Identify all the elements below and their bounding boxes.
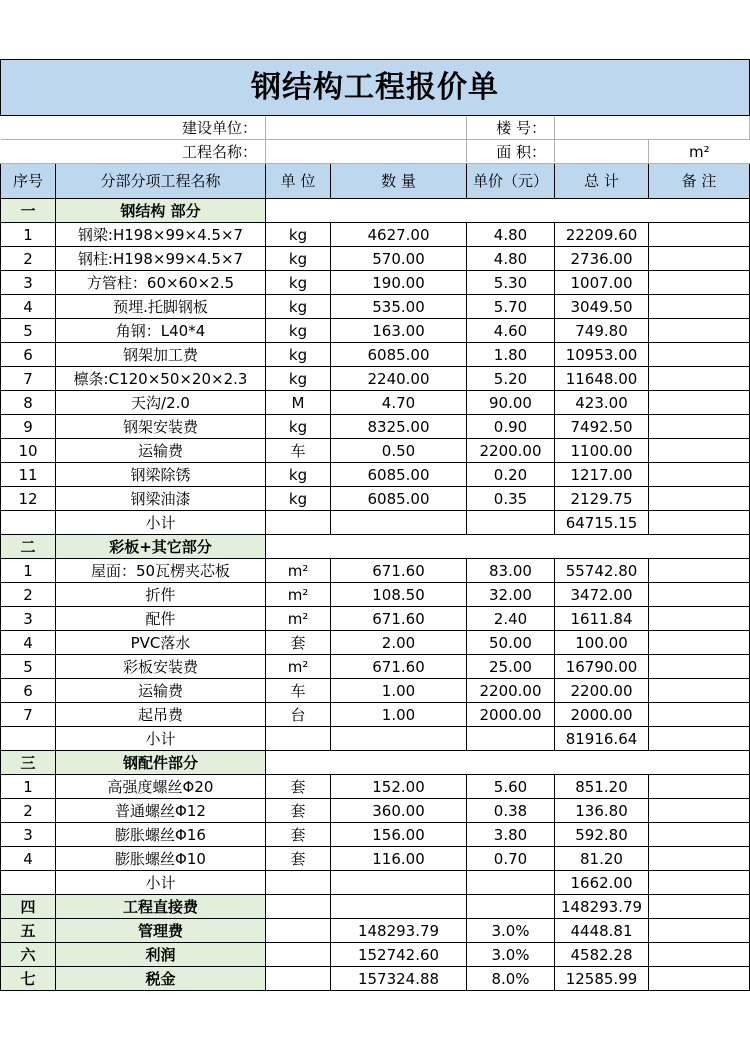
info-row-1 [1,116,750,140]
remark-cell[interactable] [649,607,750,631]
quantity-cell[interactable]: 671.60 [331,559,467,583]
total-cell[interactable]: 16790.00 [555,655,649,679]
seq-header[interactable]: 序号 [1,164,56,199]
item-name-header[interactable]: 分部分项工程名称 [56,164,266,199]
total-cell[interactable]: 136.80 [555,799,649,823]
section-row [1,535,750,559]
item-name-cell[interactable]: 普通螺丝Φ12 [56,799,266,823]
item-name-cell[interactable]: 钢架加工费 [56,343,266,367]
unit-price-cell[interactable]: 50.00 [467,631,555,655]
item-name-cell[interactable]: 小计 [56,871,266,895]
item-name-cell[interactable]: 工程直接费 [56,895,266,919]
table-row [1,655,750,679]
seq-cell[interactable]: 7 [1,367,56,391]
summary-row [1,919,750,943]
remark-cell[interactable] [649,943,750,967]
remark-cell[interactable] [649,511,750,535]
unit-price-cell[interactable]: 4.60 [467,319,555,343]
unit-price-cell[interactable] [467,871,555,895]
unit-cell[interactable]: kg [266,463,331,487]
total-cell[interactable]: 1611.84 [555,607,649,631]
unit-price-cell[interactable]: 0.38 [467,799,555,823]
unit-price-cell[interactable]: 3.80 [467,823,555,847]
section-blank[interactable] [266,535,750,559]
table-row [1,463,750,487]
quantity-cell[interactable] [331,727,467,751]
remark-cell[interactable] [649,415,750,439]
unit-price-cell[interactable]: 32.00 [467,583,555,607]
remark-cell[interactable] [649,775,750,799]
unit-cell[interactable]: M [266,391,331,415]
item-name-cell[interactable]: 运输费 [56,679,266,703]
table-row [1,631,750,655]
remark-cell[interactable] [649,823,750,847]
item-name-cell[interactable]: 膨胀螺丝Φ10 [56,847,266,871]
quantity-cell[interactable]: 6085.00 [331,487,467,511]
seq-cell[interactable]: 四 [1,895,56,919]
seq-cell[interactable]: 3 [1,271,56,295]
unit-cell[interactable] [266,967,331,991]
item-name-cell[interactable]: 小计 [56,727,266,751]
table-row [1,487,750,511]
seq-cell[interactable]: 4 [1,631,56,655]
unit-cell[interactable]: 套 [266,775,331,799]
project-name-label: 工程名称： [1,140,266,164]
remark-cell[interactable] [649,799,750,823]
area-label: 面 积： [467,140,555,164]
quantity-cell[interactable]: 0.50 [331,439,467,463]
quantity-cell[interactable]: 2.00 [331,631,467,655]
remark-cell[interactable] [649,391,750,415]
item-name-cell[interactable]: 钢梁除锈 [56,463,266,487]
total-cell[interactable]: 1100.00 [555,439,649,463]
seq-cell[interactable]: 5 [1,319,56,343]
table-body [1,60,750,991]
total-cell[interactable]: 4448.81 [555,919,649,943]
quantity-cell[interactable]: 6085.00 [331,343,467,367]
item-name-cell[interactable]: 运输费 [56,439,266,463]
unit-cell[interactable]: 套 [266,799,331,823]
total-cell[interactable]: 3049.50 [555,295,649,319]
table-row [1,223,750,247]
total-cell[interactable]: 3472.00 [555,583,649,607]
seq-cell[interactable]: 2 [1,799,56,823]
remark-cell[interactable] [649,583,750,607]
summary-row [1,895,750,919]
seq-cell[interactable]: 3 [1,823,56,847]
total-cell[interactable]: 7492.50 [555,415,649,439]
table-row [1,679,750,703]
remark-cell[interactable] [649,967,750,991]
total-cell[interactable]: 2736.00 [555,247,649,271]
total-cell[interactable]: 10953.00 [555,343,649,367]
total-cell[interactable]: 1662.00 [555,871,649,895]
unit-price-cell[interactable]: 0.90 [467,415,555,439]
section-blank[interactable] [266,199,750,223]
quantity-cell[interactable]: 1.00 [331,703,467,727]
unit-price-cell[interactable]: 1.80 [467,343,555,367]
unit-cell[interactable] [266,727,331,751]
seq-cell[interactable]: 3 [1,607,56,631]
quantity-cell[interactable]: 156.00 [331,823,467,847]
seq-cell[interactable] [1,727,56,751]
item-name-cell[interactable]: 小计 [56,511,266,535]
total-cell[interactable]: 2000.00 [555,703,649,727]
table-row [1,295,750,319]
unit-price-cell[interactable]: 2000.00 [467,703,555,727]
unit-cell[interactable] [266,895,331,919]
subtotal-row [1,871,750,895]
item-name-cell[interactable]: 钢梁油漆 [56,487,266,511]
table-row [1,343,750,367]
table-row [1,271,750,295]
table-row [1,703,750,727]
quantity-cell[interactable]: 570.00 [331,247,467,271]
item-name-cell[interactable]: 预埋.托脚钢板 [56,295,266,319]
section-number[interactable]: 二 [1,535,56,559]
item-name-cell[interactable]: 高强度螺丝Φ20 [56,775,266,799]
item-name-cell[interactable]: 管理费 [56,919,266,943]
quantity-cell[interactable]: 108.50 [331,583,467,607]
item-name-cell[interactable]: 屋面：50瓦楞夹芯板 [56,559,266,583]
item-name-cell[interactable]: 钢柱:H198×99×4.5×7 [56,247,266,271]
quantity-cell[interactable]: 671.60 [331,655,467,679]
table-row [1,247,750,271]
unit-price-cell[interactable]: 8.0% [467,967,555,991]
total-cell[interactable]: 148293.79 [555,895,649,919]
remark-cell[interactable] [649,919,750,943]
unit-price-cell[interactable]: 5.60 [467,775,555,799]
unit-cell[interactable]: m² [266,607,331,631]
section-title[interactable]: 钢配件部分 [56,751,266,775]
quantity-cell[interactable]: 152742.60 [331,943,467,967]
total-cell[interactable]: 4582.28 [555,943,649,967]
unit-price-cell[interactable]: 4.80 [467,223,555,247]
total-cell[interactable]: 64715.15 [555,511,649,535]
seq-cell[interactable] [1,511,56,535]
remark-cell[interactable] [649,631,750,655]
unit-price-cell[interactable]: 0.20 [467,463,555,487]
remark-cell[interactable] [649,247,750,271]
seq-cell[interactable]: 10 [1,439,56,463]
remark-cell[interactable] [649,343,750,367]
unit-price-cell[interactable]: 5.20 [467,367,555,391]
item-name-cell[interactable]: 檩条:C120×50×20×2.3 [56,367,266,391]
item-name-cell[interactable]: 钢梁:H198×99×4.5×7 [56,223,266,247]
unit-cell[interactable] [266,511,331,535]
remark-cell[interactable] [649,223,750,247]
quantity-cell[interactable]: 6085.00 [331,463,467,487]
seq-cell[interactable]: 9 [1,415,56,439]
build-unit-value[interactable] [266,116,467,140]
quantity-cell[interactable]: 148293.79 [331,919,467,943]
info-row-2 [1,140,750,164]
unit-price-cell[interactable]: 3.0% [467,943,555,967]
item-name-cell[interactable]: 税金 [56,967,266,991]
total-cell[interactable]: 22209.60 [555,223,649,247]
unit-cell[interactable]: kg [266,319,331,343]
unit-cell[interactable]: kg [266,295,331,319]
total-cell[interactable]: 81916.64 [555,727,649,751]
seq-cell[interactable]: 五 [1,919,56,943]
table-row [1,775,750,799]
total-cell[interactable]: 592.80 [555,823,649,847]
item-name-cell[interactable]: PVC落水 [56,631,266,655]
unit-cell[interactable]: 车 [266,679,331,703]
subtotal-row [1,727,750,751]
total-header[interactable]: 总 计 [555,164,649,199]
quantity-cell[interactable] [331,511,467,535]
unit-cell[interactable]: kg [266,367,331,391]
quantity-cell[interactable]: 2240.00 [331,367,467,391]
seq-cell[interactable]: 11 [1,463,56,487]
total-cell[interactable]: 11648.00 [555,367,649,391]
quotation-table [0,59,750,991]
quantity-header[interactable]: 数 量 [331,164,467,199]
item-name-cell[interactable]: 折件 [56,583,266,607]
remark-cell[interactable] [649,463,750,487]
section-row [1,199,750,223]
seq-cell[interactable]: 7 [1,703,56,727]
quantity-cell[interactable]: 163.00 [331,319,467,343]
quantity-cell[interactable]: 1.00 [331,679,467,703]
remark-cell[interactable] [649,655,750,679]
remark-cell[interactable] [649,487,750,511]
remark-cell[interactable] [649,439,750,463]
unit-cell[interactable] [266,943,331,967]
unit-cell[interactable]: m² [266,583,331,607]
seq-cell[interactable]: 5 [1,655,56,679]
item-name-cell[interactable]: 膨胀螺丝Φ16 [56,823,266,847]
remark-cell[interactable] [649,847,750,871]
section-number[interactable]: 一 [1,199,56,223]
unit-price-cell[interactable]: 4.80 [467,247,555,271]
title-row [1,60,750,116]
remark-cell[interactable] [649,559,750,583]
unit-price-cell[interactable]: 25.00 [467,655,555,679]
project-name-value[interactable] [266,140,467,164]
unit-price-cell[interactable] [467,727,555,751]
remark-header[interactable]: 备 注 [649,164,750,199]
unit-cell[interactable]: 套 [266,847,331,871]
table-row [1,607,750,631]
column-header-row [1,164,750,199]
quantity-cell[interactable]: 190.00 [331,271,467,295]
section-title[interactable]: 彩板+其它部分 [56,535,266,559]
remark-cell[interactable] [649,271,750,295]
seq-cell[interactable]: 2 [1,583,56,607]
section-number[interactable]: 三 [1,751,56,775]
table-row [1,799,750,823]
unit-price-cell[interactable]: 2200.00 [467,679,555,703]
table-row [1,439,750,463]
remark-cell[interactable] [649,295,750,319]
unit-cell[interactable]: 套 [266,631,331,655]
total-cell[interactable]: 55742.80 [555,559,649,583]
unit-price-cell[interactable]: 2.40 [467,607,555,631]
quantity-cell[interactable]: 535.00 [331,295,467,319]
quantity-cell[interactable] [331,895,467,919]
section-blank[interactable] [266,751,750,775]
seq-cell[interactable]: 六 [1,943,56,967]
unit-cell[interactable]: 套 [266,823,331,847]
seq-cell[interactable]: 1 [1,559,56,583]
unit-price-cell[interactable] [467,511,555,535]
total-cell[interactable]: 81.20 [555,847,649,871]
remark-cell[interactable] [649,871,750,895]
unit-cell[interactable]: 车 [266,439,331,463]
seq-cell[interactable]: 七 [1,967,56,991]
table-row [1,847,750,871]
remark-cell[interactable] [649,703,750,727]
floor-no-value[interactable] [555,116,750,140]
unit-cell[interactable]: 台 [266,703,331,727]
item-name-cell[interactable]: 彩板安装费 [56,655,266,679]
unit-price-cell[interactable]: 90.00 [467,391,555,415]
unit-cell[interactable]: m² [266,655,331,679]
unit-price-cell[interactable]: 0.35 [467,487,555,511]
quantity-cell[interactable]: 360.00 [331,799,467,823]
total-cell[interactable]: 851.20 [555,775,649,799]
seq-cell[interactable]: 8 [1,391,56,415]
remark-cell[interactable] [649,679,750,703]
table-row [1,415,750,439]
total-cell[interactable]: 2200.00 [555,679,649,703]
quantity-cell[interactable] [331,871,467,895]
unit-price-header[interactable]: 单价（元） [467,164,555,199]
seq-cell[interactable]: 6 [1,679,56,703]
unit-cell[interactable]: kg [266,415,331,439]
unit-cell[interactable]: kg [266,247,331,271]
quantity-cell[interactable]: 4.70 [331,391,467,415]
quantity-cell[interactable]: 4627.00 [331,223,467,247]
table-row [1,367,750,391]
seq-cell[interactable]: 1 [1,223,56,247]
unit-price-cell[interactable]: 0.70 [467,847,555,871]
unit-header[interactable]: 单 位 [266,164,331,199]
unit-price-cell[interactable]: 2200.00 [467,439,555,463]
unit-cell[interactable] [266,871,331,895]
item-name-cell[interactable]: 钢架安装费 [56,415,266,439]
area-unit: m² [649,140,750,164]
seq-cell[interactable]: 2 [1,247,56,271]
quantity-cell[interactable]: 157324.88 [331,967,467,991]
total-cell[interactable]: 749.80 [555,319,649,343]
section-row [1,751,750,775]
unit-price-cell[interactable]: 5.30 [467,271,555,295]
unit-price-cell[interactable] [467,895,555,919]
table-row [1,391,750,415]
quantity-cell[interactable]: 8325.00 [331,415,467,439]
seq-cell[interactable]: 12 [1,487,56,511]
seq-cell[interactable]: 4 [1,295,56,319]
total-cell[interactable]: 423.00 [555,391,649,415]
unit-cell[interactable]: kg [266,487,331,511]
total-cell[interactable]: 1217.00 [555,463,649,487]
seq-cell[interactable] [1,871,56,895]
seq-cell[interactable]: 6 [1,343,56,367]
floor-no-label: 楼 号： [467,116,555,140]
remark-cell[interactable] [649,727,750,751]
area-value[interactable] [555,140,649,164]
table-row [1,559,750,583]
item-name-cell[interactable]: 利润 [56,943,266,967]
seq-cell[interactable]: 1 [1,775,56,799]
summary-row [1,943,750,967]
table-row [1,823,750,847]
total-cell[interactable]: 2129.75 [555,487,649,511]
item-name-cell[interactable]: 起吊费 [56,703,266,727]
table-row [1,583,750,607]
seq-cell[interactable]: 4 [1,847,56,871]
item-name-cell[interactable]: 配件 [56,607,266,631]
section-title[interactable]: 钢结构 部分 [56,199,266,223]
unit-price-cell[interactable]: 5.70 [467,295,555,319]
subtotal-row [1,511,750,535]
item-name-cell[interactable]: 方管柱：60×60×2.5 [56,271,266,295]
sheet-title[interactable]: 钢结构工程报价单 [1,60,750,116]
item-name-cell[interactable]: 天沟/2.0 [56,391,266,415]
unit-cell[interactable]: kg [266,343,331,367]
remark-cell[interactable] [649,895,750,919]
summary-row [1,967,750,991]
total-cell[interactable]: 100.00 [555,631,649,655]
total-cell[interactable]: 1007.00 [555,271,649,295]
total-cell[interactable]: 12585.99 [555,967,649,991]
remark-cell[interactable] [649,319,750,343]
unit-cell[interactable]: m² [266,559,331,583]
quantity-cell[interactable]: 116.00 [331,847,467,871]
unit-cell[interactable] [266,919,331,943]
remark-cell[interactable] [649,367,750,391]
unit-cell[interactable]: kg [266,271,331,295]
item-name-cell[interactable]: 角钢：L40*4 [56,319,266,343]
quantity-cell[interactable]: 152.00 [331,775,467,799]
unit-cell[interactable]: kg [266,223,331,247]
unit-price-cell[interactable]: 3.0% [467,919,555,943]
build-unit-label: 建设单位： [1,116,266,140]
unit-price-cell[interactable]: 83.00 [467,559,555,583]
table-row [1,319,750,343]
quantity-cell[interactable]: 671.60 [331,607,467,631]
